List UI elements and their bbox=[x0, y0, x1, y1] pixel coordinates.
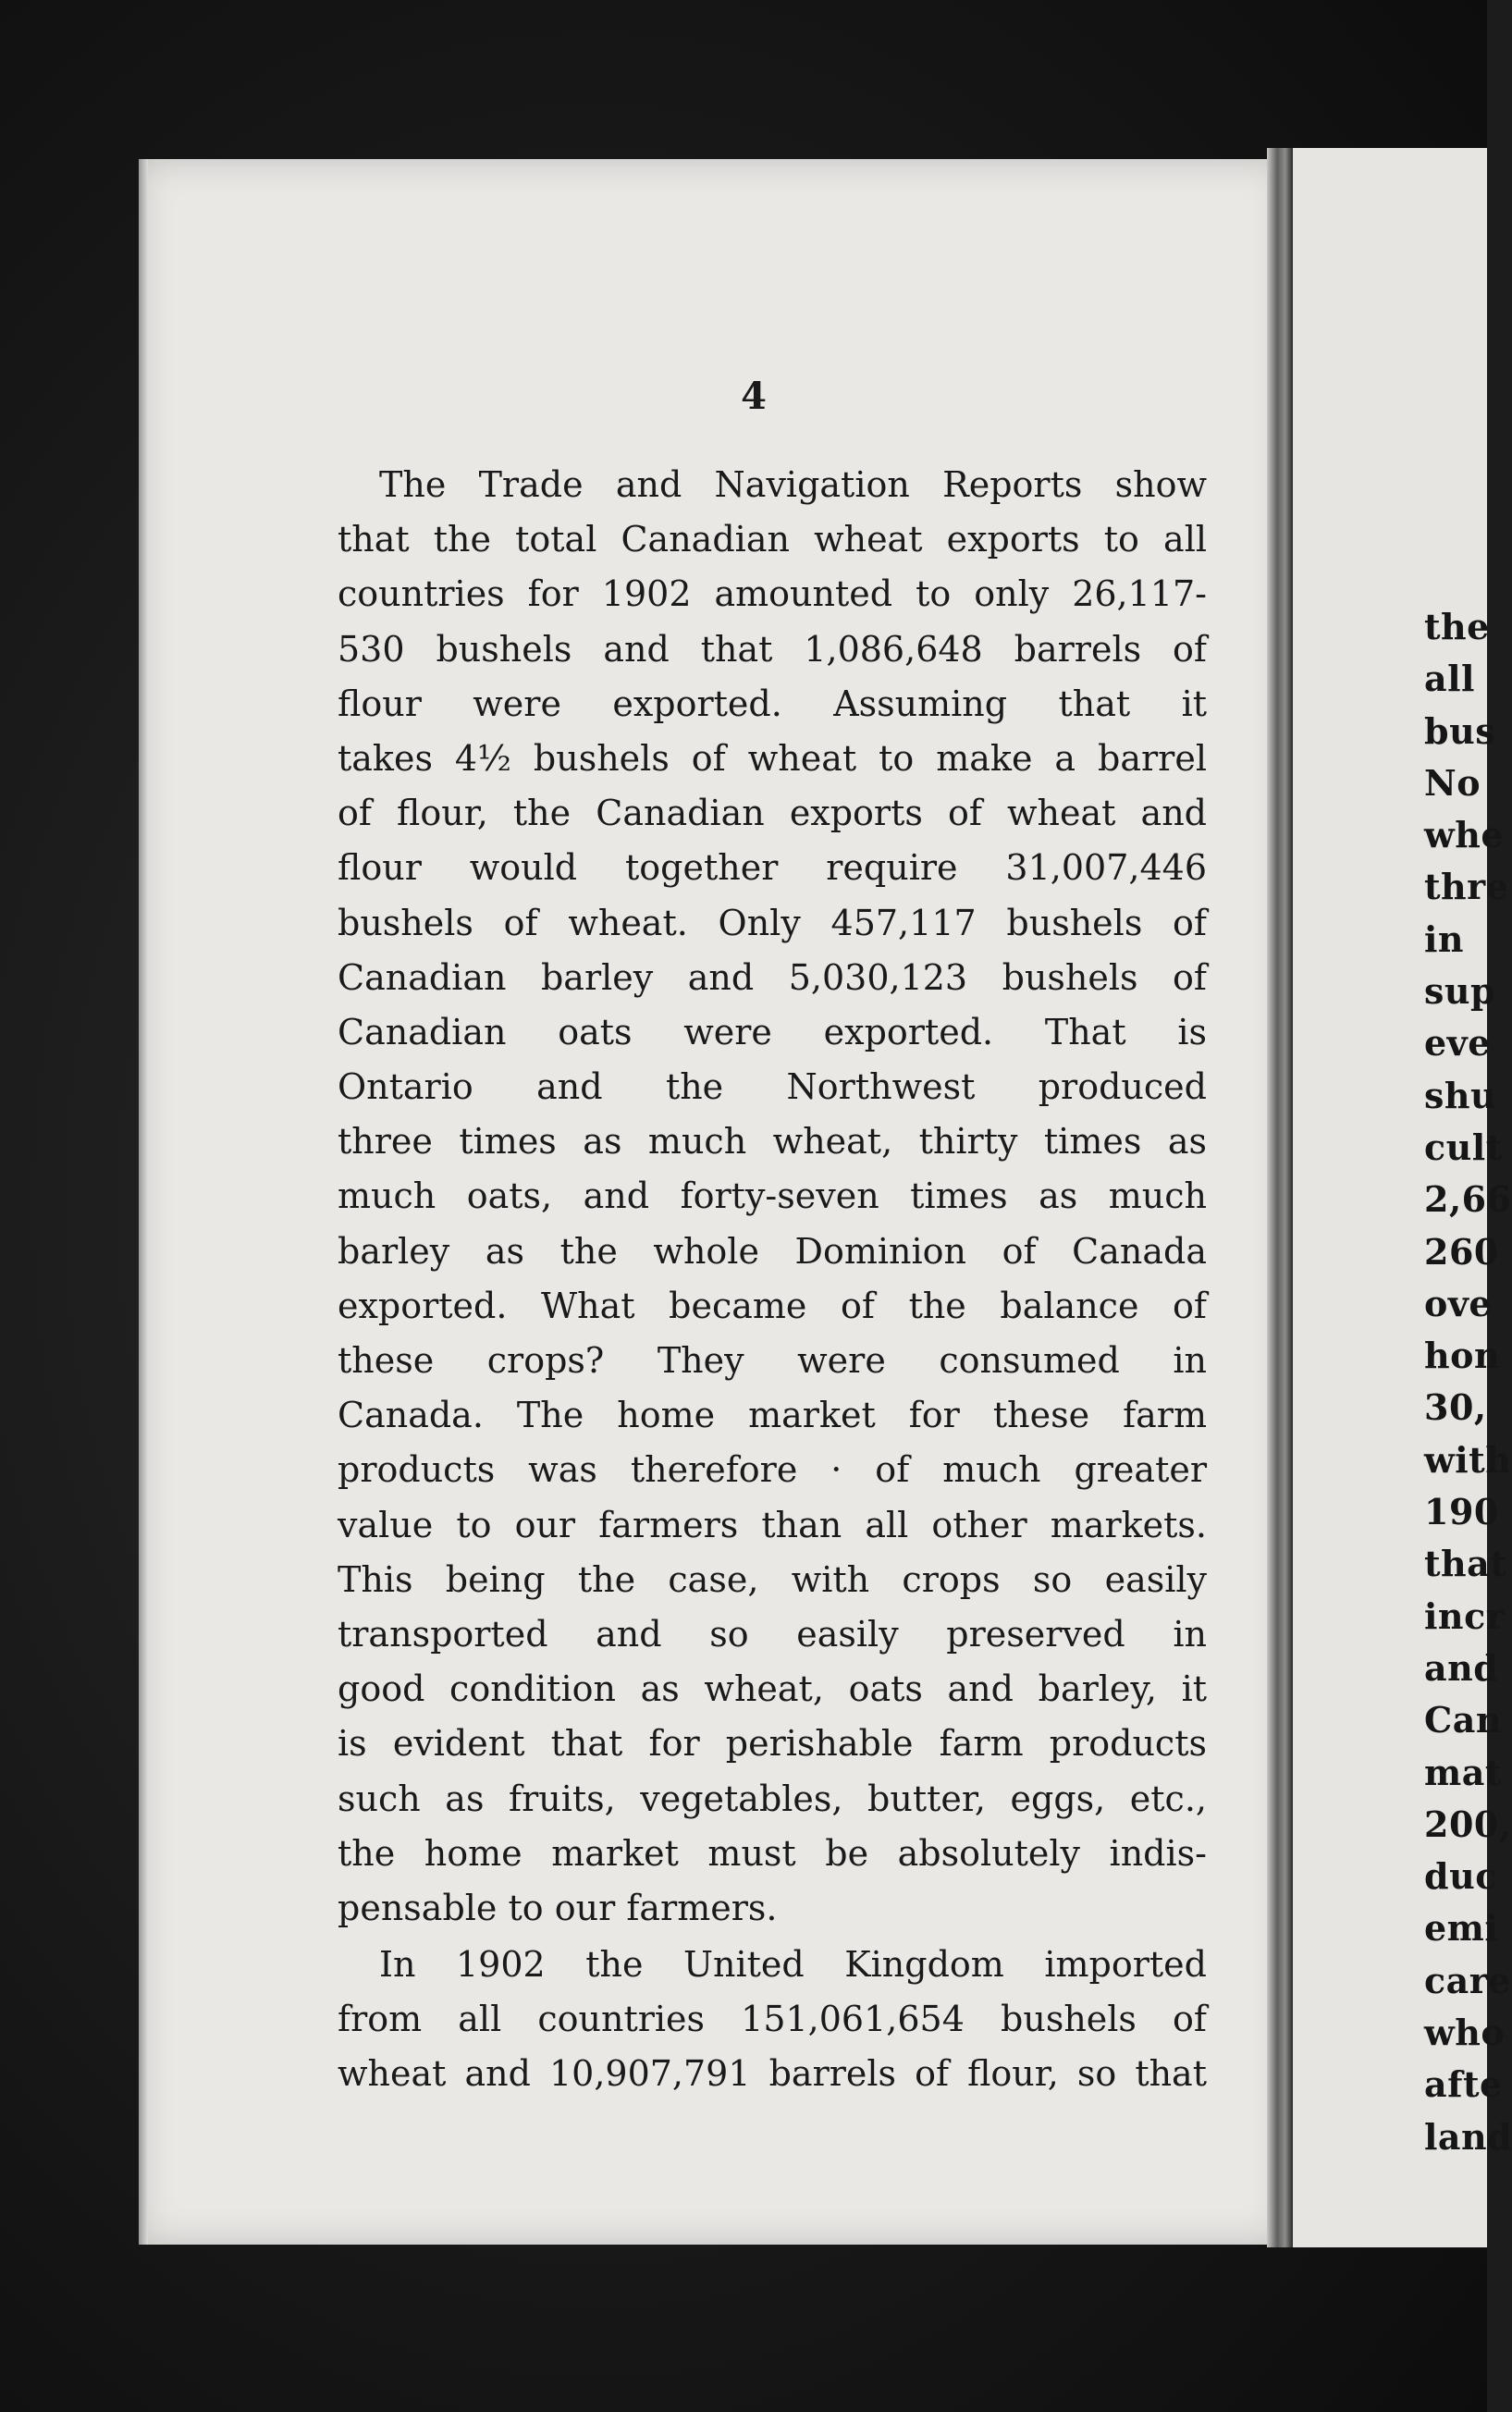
facing-line-fragment: 260 bbox=[1424, 1230, 1499, 1273]
paragraph bbox=[338, 1938, 1207, 2102]
text-line: flour were exported. Assuming that it bbox=[338, 683, 1207, 724]
text-line: flour would together require 31,007,446 bbox=[338, 847, 1207, 889]
text-line: from all countries 151,061,654 bushels of bbox=[338, 1999, 1207, 2040]
book-gutter bbox=[1267, 148, 1293, 2247]
facing-line-fragment: afte bbox=[1424, 2063, 1503, 2106]
text-line: barley as the whole Dominion of Canada bbox=[338, 1230, 1207, 1272]
page-edge bbox=[139, 159, 148, 2245]
text-line: exported. What became of the balance of bbox=[338, 1285, 1207, 1326]
text-line: these crops? They were consumed in bbox=[338, 1340, 1207, 1381]
text-line: This being the case, with crops so easily bbox=[338, 1558, 1207, 1600]
facing-line-fragment: land bbox=[1424, 2115, 1512, 2158]
facing-line-fragment: 190 bbox=[1424, 1491, 1499, 1533]
facing-line-fragment: cult bbox=[1424, 1126, 1503, 1168]
facing-line-fragment: Can bbox=[1424, 1699, 1502, 1741]
facing-line-fragment: duc bbox=[1424, 1855, 1497, 1898]
text-line: the home market must be absolutely indis- bbox=[338, 1832, 1207, 1874]
page-number: 4 bbox=[741, 375, 767, 418]
text-line: In 1902 the United Kingdom imported bbox=[379, 1944, 1207, 1986]
facing-line-fragment: incr bbox=[1424, 1594, 1506, 1637]
text-line: wheat and 10,907,791 barrels of flour, so that bbox=[338, 2053, 1207, 2095]
facing-line-fragment: the bbox=[1424, 606, 1490, 647]
facing-line-fragment: 2,66 bbox=[1424, 1178, 1512, 1221]
facing-line-fragment: emi bbox=[1424, 1907, 1499, 1950]
text-line: Canada. The home market for these farm bbox=[338, 1395, 1207, 1436]
text-line: good condition as wheat, oats and barley, it bbox=[338, 1668, 1207, 1710]
facing-line-fragment: mat bbox=[1424, 1751, 1502, 1793]
facing-line-fragment: shu bbox=[1424, 1074, 1497, 1116]
facing-page-text bbox=[1424, 601, 1512, 2163]
facing-line-fragment: ove bbox=[1424, 1282, 1493, 1324]
facing-line-fragment: eve bbox=[1424, 1022, 1491, 1064]
facing-line-fragment: in bbox=[1424, 917, 1465, 960]
text-line: Canadian barley and 5,030,123 bushels of bbox=[338, 956, 1207, 998]
text-line: value to our farmers than all other markets. bbox=[338, 1504, 1207, 1545]
facing-line-fragment: whe bbox=[1424, 814, 1505, 856]
facing-line-fragment: No bbox=[1424, 761, 1481, 804]
paragraph bbox=[338, 458, 1207, 1936]
text-line: that the total Canadian wheat exports to all bbox=[338, 519, 1207, 560]
text-line: is evident that for perishable farm products bbox=[338, 1723, 1207, 1765]
text-line: much oats, and forty-seven times as much bbox=[338, 1175, 1207, 1217]
facing-line-fragment: that bbox=[1424, 1543, 1507, 1585]
facing-line-fragment: and bbox=[1424, 1646, 1499, 1689]
facing-line-fragment: who bbox=[1424, 2012, 1506, 2054]
text-line: takes 4½ bushels of wheat to make a barrel bbox=[338, 737, 1207, 779]
facing-page bbox=[1293, 148, 1512, 2247]
facing-line-fragment: 200, bbox=[1424, 1803, 1512, 1845]
text-line: Ontario and the Northwest produced bbox=[338, 1066, 1207, 1108]
facing-line-fragment: 30, bbox=[1424, 1386, 1487, 1429]
facing-line-fragment: thre bbox=[1424, 866, 1509, 908]
facing-line-fragment: sup bbox=[1424, 970, 1496, 1013]
facing-line-fragment: bus bbox=[1424, 709, 1496, 752]
text-line: of flour, the Canadian exports of wheat and bbox=[338, 793, 1207, 834]
text-line: pensable to our farmers. bbox=[338, 1887, 778, 1928]
text-line: countries for 1902 amounted to only 26,117- bbox=[338, 573, 1207, 615]
text-line: products was therefore · of much greater bbox=[338, 1449, 1207, 1491]
text-line: 530 bushels and that 1,086,648 barrels of bbox=[338, 628, 1207, 670]
facing-line-fragment: with bbox=[1424, 1438, 1512, 1481]
text-line: Canadian oats were exported. That is bbox=[338, 1011, 1207, 1052]
facing-line-fragment: hon bbox=[1424, 1335, 1501, 1377]
text-line: such as fruits, vegetables, butter, eggs, etc., bbox=[338, 1778, 1207, 1819]
facing-line-fragment: all bbox=[1424, 658, 1475, 700]
text-line: bushels of wheat. Only 457,117 bushels of bbox=[338, 902, 1207, 943]
text-line: three times as much wheat, thirty times as bbox=[338, 1121, 1207, 1163]
text-line: The Trade and Navigation Reports show bbox=[379, 464, 1207, 505]
page-body-text bbox=[338, 458, 1207, 2102]
facing-line-fragment: care bbox=[1424, 1959, 1511, 2001]
text-line: transported and so easily preserved in bbox=[338, 1613, 1207, 1655]
